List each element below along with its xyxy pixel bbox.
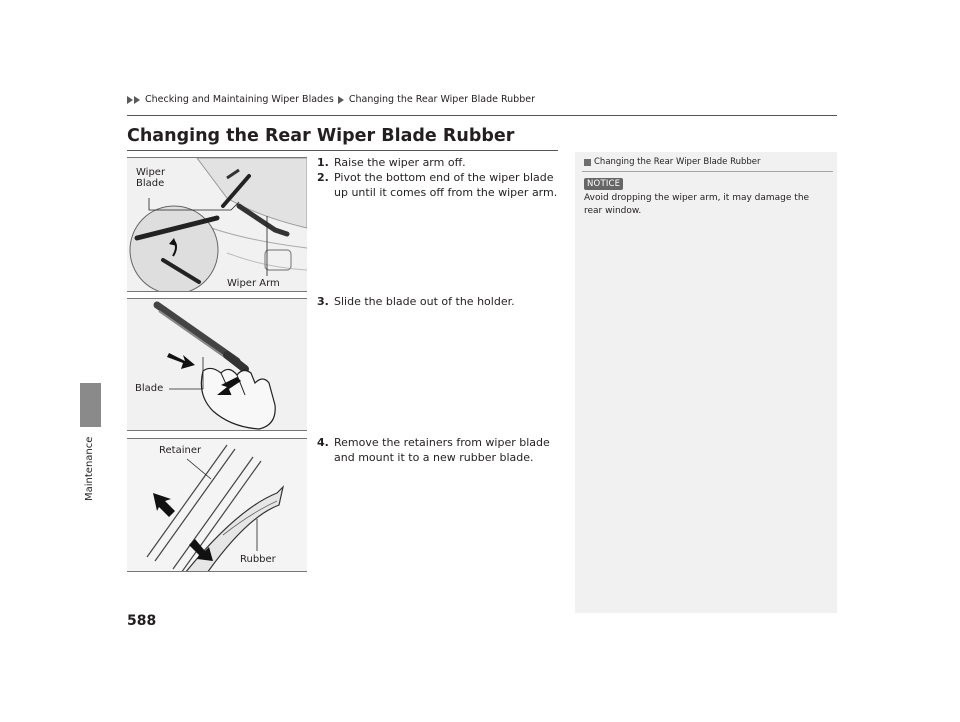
blade-slide-illustration [127, 299, 307, 431]
figure-raise-wiper-arm [127, 157, 307, 292]
step-3 [317, 294, 560, 309]
figure-slide-blade [127, 298, 307, 431]
page-number: 588 [127, 613, 157, 629]
step-number: 4. [317, 436, 329, 449]
callout-retainer: Retainer [159, 445, 202, 456]
notice-badge: NOTICE [584, 178, 623, 190]
callout-wiper-arm: Wiper Arm [227, 278, 280, 289]
retainer-rubber-illustration [127, 439, 307, 572]
step-text: Pivot the bottom end of the wiper blade up until it comes off from the wiper arm. [334, 171, 558, 199]
step-text: Slide the blade out of the holder. [334, 295, 515, 308]
breadcrumb-arrow-icon [134, 96, 140, 104]
steps-group-2 [317, 294, 560, 309]
page-title: Changing the Rear Wiper Blade Rubber [127, 126, 515, 146]
chapter-tab-label: Maintenance [84, 436, 95, 501]
callout-wiper-blade: Wiper Blade [136, 167, 166, 189]
step-number: 1. [317, 156, 329, 169]
figure-retainer-rubber [127, 438, 307, 572]
side-note-heading-text: Changing the Rear Wiper Blade Rubber [594, 157, 761, 167]
breadcrumb [127, 94, 535, 105]
steps-group-3 [317, 435, 560, 465]
steps-group-1 [317, 155, 560, 200]
callout-blade: Blade [135, 383, 164, 394]
breadcrumb-section-link[interactable]: Checking and Maintaining Wiper Blades [145, 94, 334, 105]
side-note-rule [582, 171, 833, 172]
step-number: 3. [317, 295, 329, 308]
step-number: 2. [317, 171, 329, 184]
breadcrumb-arrow-icon [338, 96, 344, 104]
step-text: Raise the wiper arm off. [334, 156, 466, 169]
step-1 [317, 155, 560, 170]
step-text: Remove the retainers from wiper blade and mount it to a new rubber blade. [334, 436, 550, 464]
breadcrumb-arrow-icon [127, 96, 133, 104]
side-note-heading [584, 157, 761, 167]
callout-rubber: Rubber [240, 554, 276, 565]
note-marker-icon [584, 159, 591, 166]
chapter-tab-marker [80, 383, 101, 427]
step-4 [317, 435, 560, 465]
breadcrumb-page: Changing the Rear Wiper Blade Rubber [348, 94, 535, 105]
step-2 [317, 170, 560, 200]
side-note-panel [575, 152, 837, 613]
title-rule [127, 150, 558, 151]
notice-text: Avoid dropping the wiper arm, it may damage the rear window. [584, 193, 810, 216]
header-rule [127, 115, 837, 116]
